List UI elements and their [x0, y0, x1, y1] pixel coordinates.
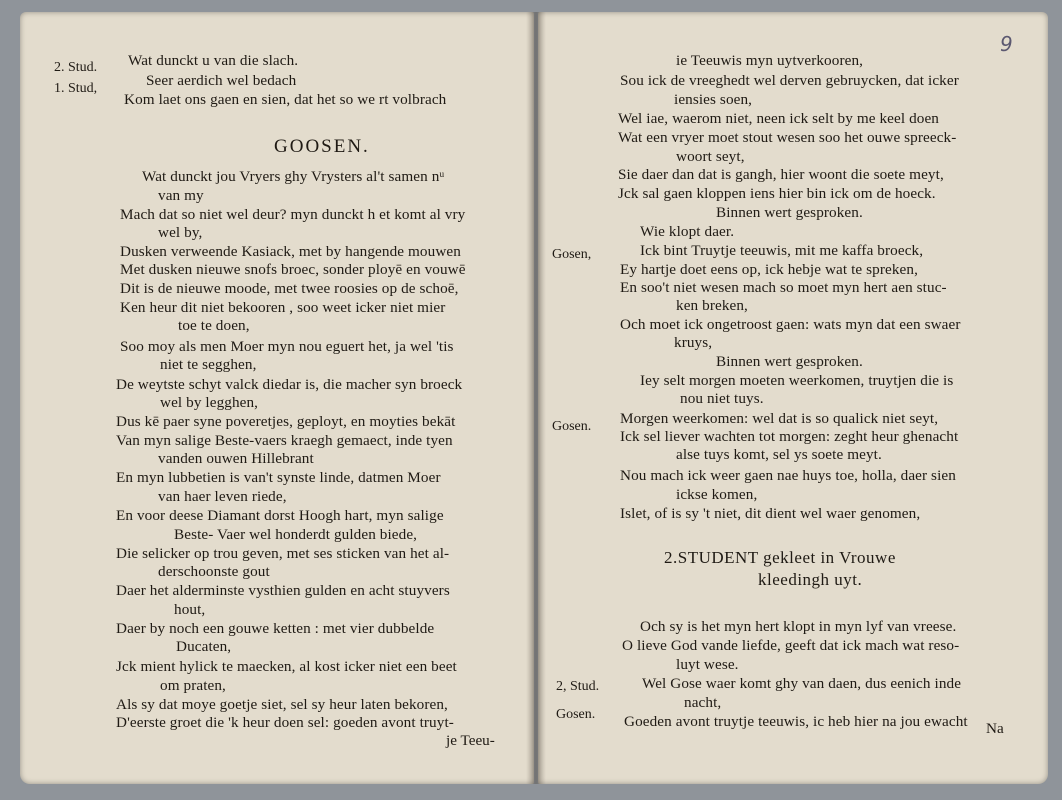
text-line: Wie klopt daer. — [640, 223, 735, 240]
text-line: niet te segghen, — [160, 356, 257, 373]
text-line: nacht, — [684, 694, 722, 711]
text-line: wel by legghen, — [160, 394, 259, 411]
section-heading: GOOSEN. — [274, 136, 370, 157]
text-line: Mach dat so niet wel deur? myn dunckt h et komt al vry — [120, 206, 466, 223]
text-line: van my — [158, 187, 204, 204]
speaker-label: Gosen. — [552, 419, 592, 434]
text-line: Morgen weerkomen: wel dat is so qualick niet seyt, — [620, 410, 939, 427]
text-line: luyt wese. — [676, 656, 739, 673]
text-line: Van myn salige Beste-vaers kraegh gemaect, inde tyen — [116, 432, 453, 449]
text-line: Dit is de nieuwe moode, met twee roosies op de schoē, — [120, 280, 459, 297]
text-line: Islet, of is sy 't niet, dit dient wel waer genomen, — [620, 505, 921, 522]
stage-direction: Binnen wert gesproken. — [716, 204, 863, 221]
speaker-label: 1. Stud, — [54, 81, 98, 96]
text-line: Wat een vryer moet stout wesen soo het ouwe spreeck- — [618, 129, 957, 146]
text-line: Die selicker op trou geven, met ses sticken van het al- — [116, 545, 450, 562]
book-gutter — [526, 12, 546, 784]
text-line: Wat dunckt jou Vryers ghy Vrysters al't samen nᵘ — [142, 168, 445, 185]
text-line: Seer aerdich wel bedach — [146, 72, 297, 89]
text-line: O lieve God vande liefde, geeft dat ick mach wat reso- — [622, 637, 960, 654]
text-line: Jck mient hylick te maecken, al kost icker niet een beet — [116, 658, 457, 675]
text-line: vanden ouwen Hillebrant — [158, 450, 314, 467]
text-line: Beste- Vaer wel honderdt gulden biede, — [174, 526, 418, 543]
text-line: Wel Gose waer komt ghy van daen, dus eenich inde — [642, 675, 962, 692]
text-line: En myn lubbetien is van't synste linde, datmen Moer — [116, 469, 441, 486]
text-line: Ick sel liever wachten tot morgen: zeght heur ghenacht — [620, 428, 959, 445]
catchword: je Teeu- — [446, 732, 495, 749]
speaker-label: Gosen, — [552, 247, 592, 262]
text-line: derschoonste gout — [158, 563, 270, 580]
text-line: Dusken verweende Kasiack, met by hangende mouwen — [120, 243, 461, 260]
text-line: hout, — [174, 601, 206, 618]
stage-direction: Binnen wert gesproken. — [716, 353, 863, 370]
text-line: Iey selt morgen moeten weerkomen, truytjen die is — [640, 372, 954, 389]
text-line: alse tuys komt, sel ys soete meyt. — [676, 446, 882, 463]
text-line: om praten, — [160, 677, 226, 694]
text-line: Als sy dat moye goetje siet, sel sy heur laten bekoren, — [116, 696, 448, 713]
text-line: ken breken, — [676, 297, 748, 314]
text-line: Och sy is het myn hert klopt in myn lyf van vreese. — [640, 618, 957, 635]
section-heading: 2.STUDENT gekleet in Vrouwe — [664, 548, 896, 567]
text-line: Met dusken nieuwe snofs broec, sonder ployē en vouwē — [120, 261, 466, 278]
text-line: van haer leven riede, — [158, 488, 287, 505]
text-line: ie Teeuwis myn uytverkooren, — [676, 52, 864, 69]
text-line: Sie daer dan dat is gangh, hier woont die soete meyt, — [618, 166, 944, 183]
text-line: En soo't niet wesen mach so moet myn hert aen stuc- — [620, 279, 947, 296]
text-line: nou niet tuys. — [680, 390, 764, 407]
text-line: Wat dunckt u van die slach. — [128, 52, 299, 69]
catchword: Na — [986, 720, 1004, 737]
text-line: Goeden avont truytje teeuwis, ic heb hier na jou ewacht — [624, 713, 968, 730]
speaker-label: 2. Stud. — [54, 60, 98, 75]
text-line: Soo moy als men Moer myn nou eguert het, ja wel 'tis — [120, 338, 454, 355]
text-line: kruys, — [674, 334, 713, 351]
text-line: iensies soen, — [674, 91, 753, 108]
text-line: wel by, — [158, 224, 203, 241]
text-line: Sou ick de vreeghedt wel derven gebruycken, dat icker — [620, 72, 959, 89]
text-line: Ey hartje doet eens op, ick hebje wat te spreken, — [620, 261, 918, 278]
text-line: Daer het alderminste vysthien gulden en acht stuyvers — [116, 582, 450, 599]
text-line: Kom laet ons gaen en sien, dat het so we rt volbrach — [124, 91, 447, 108]
speaker-label: Gosen. — [556, 707, 596, 722]
text-line: En voor deese Diamant dorst Hoogh hart, myn salige — [116, 507, 444, 524]
text-line: Jck sal gaen kloppen iens hier bin ick om de hoeck. — [618, 185, 936, 202]
text-line: Dus kē paer syne poveretjes, geployt, en moyties bekāt — [116, 413, 456, 430]
text-line: D'eerste groet die 'k heur doen sel: goeden avont truyt- — [116, 714, 454, 731]
text-line: woort seyt, — [676, 148, 745, 165]
text-line: Daer by noch een gouwe ketten : met vier dubbelde — [116, 620, 435, 637]
speaker-label: 2, Stud. — [556, 679, 600, 694]
text-line: Och moet ick ongetroost gaen: wats myn dat een swaer — [620, 316, 961, 333]
text-line: Nou mach ick weer gaen nae huys toe, holla, daer sien — [620, 467, 956, 484]
text-line: Ducaten, — [176, 638, 232, 655]
text-line: Ick bint Truytje teeuwis, mit me kaffa broeck, — [640, 242, 924, 259]
page-number: 9 — [1000, 32, 1013, 56]
section-heading-sub: kleedingh uyt. — [758, 570, 863, 589]
text-line: Ken heur dit niet bekooren , soo weet icker niet mier — [120, 299, 446, 316]
text-line: ickse komen, — [676, 486, 758, 503]
text-line: De weytste schyt valck diedar is, die macher syn broeck — [116, 376, 463, 393]
text-line: toe te doen, — [178, 317, 250, 334]
text-line: Wel iae, waerom niet, neen ick selt by me keel doen — [618, 110, 940, 127]
